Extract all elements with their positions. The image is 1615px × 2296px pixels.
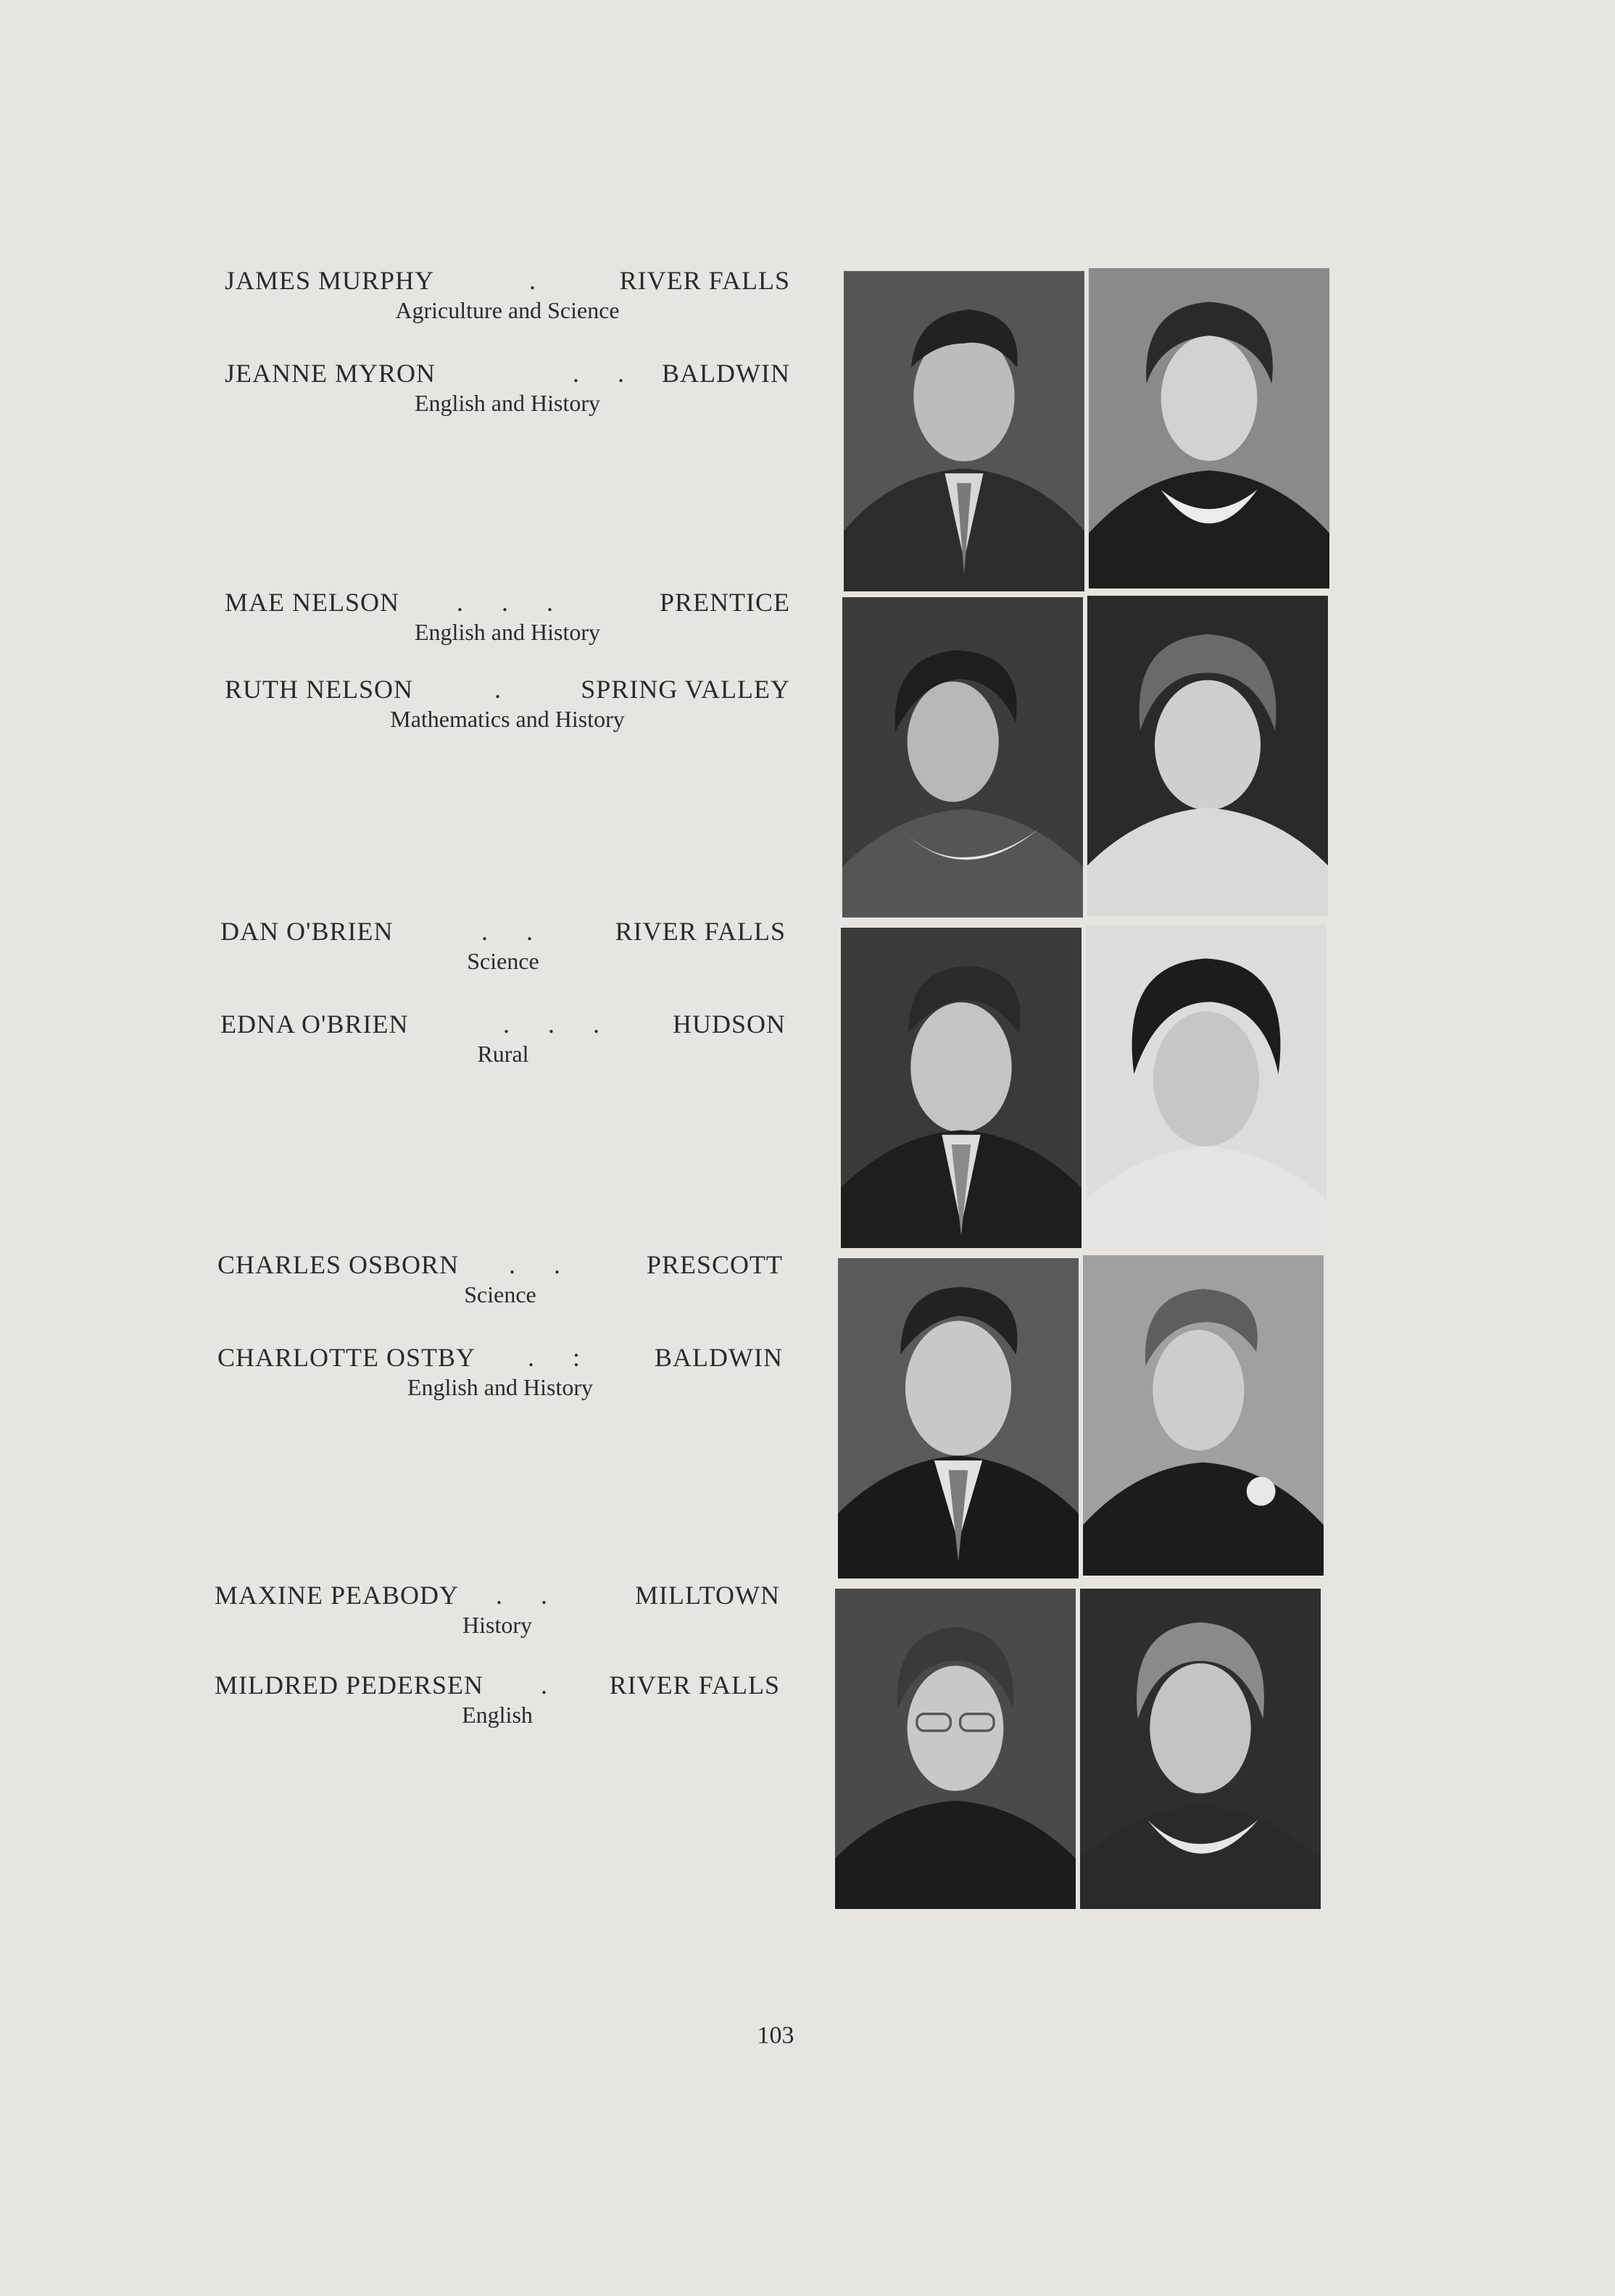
student-name: MAE NELSON (225, 588, 399, 617)
student-major: Science (467, 948, 539, 974)
leader-dots: . . (481, 917, 549, 946)
student-name: RUTH NELSON (225, 675, 413, 704)
student-name: JAMES MURPHY (225, 266, 435, 295)
student-name: JEANNE MYRON (225, 359, 436, 388)
leader-dots: . . (509, 1250, 576, 1279)
student-major: Mathematics and History (390, 706, 625, 732)
student-major: English and History (407, 1374, 593, 1400)
student-name: DAN O'BRIEN (220, 917, 394, 946)
leader-dots: . . . (503, 1010, 615, 1039)
page-number: 103 (757, 2022, 794, 2049)
student-major: Rural (477, 1041, 529, 1067)
student-hometown: RIVER FALLS (609, 1671, 780, 1700)
student-hometown: SPRING VALLEY (581, 675, 790, 704)
student-entry (220, 916, 786, 1009)
leader-dots: . (541, 1671, 563, 1700)
student-name: MAXINE PEABODY (215, 1581, 459, 1610)
portrait-photo (1087, 596, 1328, 916)
portrait-photo (842, 597, 1083, 918)
portrait-photo (1080, 1589, 1321, 1909)
entry-group (225, 265, 790, 451)
student-major: English and History (415, 619, 600, 645)
portrait-photo (1089, 268, 1329, 588)
student-entry (225, 587, 790, 674)
student-entry (220, 1009, 786, 1102)
entry-group (225, 587, 790, 767)
portrait-photo (844, 271, 1084, 591)
student-entry (225, 265, 790, 358)
student-hometown: RIVER FALLS (619, 266, 790, 295)
portrait-photo (1083, 1255, 1324, 1576)
student-name: MILDRED PEDERSEN (215, 1671, 484, 1700)
student-entry (215, 1670, 780, 1763)
entry-group (220, 916, 786, 1102)
student-entry (217, 1342, 783, 1435)
student-major: Science (464, 1281, 536, 1307)
student-hometown: HUDSON (672, 1010, 786, 1039)
student-hometown: BALDWIN (655, 1343, 783, 1372)
student-major: English (462, 1702, 533, 1728)
student-entry (215, 1580, 780, 1670)
student-entry (225, 358, 790, 451)
leader-dots: . . . (457, 588, 569, 617)
portrait-photo (1086, 925, 1327, 1245)
student-hometown: BALDWIN (662, 359, 790, 388)
leader-dots: . . (573, 359, 640, 388)
leader-dots: . (494, 675, 517, 704)
student-entry (217, 1249, 783, 1342)
student-major: English and History (415, 390, 600, 416)
student-hometown: RIVER FALLS (615, 917, 786, 946)
portrait-photo (835, 1589, 1076, 1909)
student-entry (225, 674, 790, 767)
portrait-photo (841, 928, 1081, 1248)
student-major: History (462, 1612, 532, 1638)
student-name: CHARLOTTE OSTBY (217, 1343, 476, 1372)
leader-dots: . . (496, 1581, 563, 1610)
student-name: CHARLES OSBORN (217, 1250, 460, 1279)
student-hometown: PRENTICE (659, 588, 790, 617)
student-major: Agriculture and Science (395, 297, 620, 323)
entry-group (215, 1580, 780, 1763)
leader-dots: . : (528, 1343, 597, 1372)
student-name: EDNA O'BRIEN (220, 1010, 409, 1039)
portrait-grid (832, 268, 1340, 1913)
portrait-photo (838, 1258, 1079, 1578)
student-hometown: MILLTOWN (635, 1581, 780, 1610)
leader-dots: . (529, 266, 552, 295)
entry-group (217, 1249, 783, 1435)
student-hometown: PRESCOTT (646, 1250, 783, 1279)
